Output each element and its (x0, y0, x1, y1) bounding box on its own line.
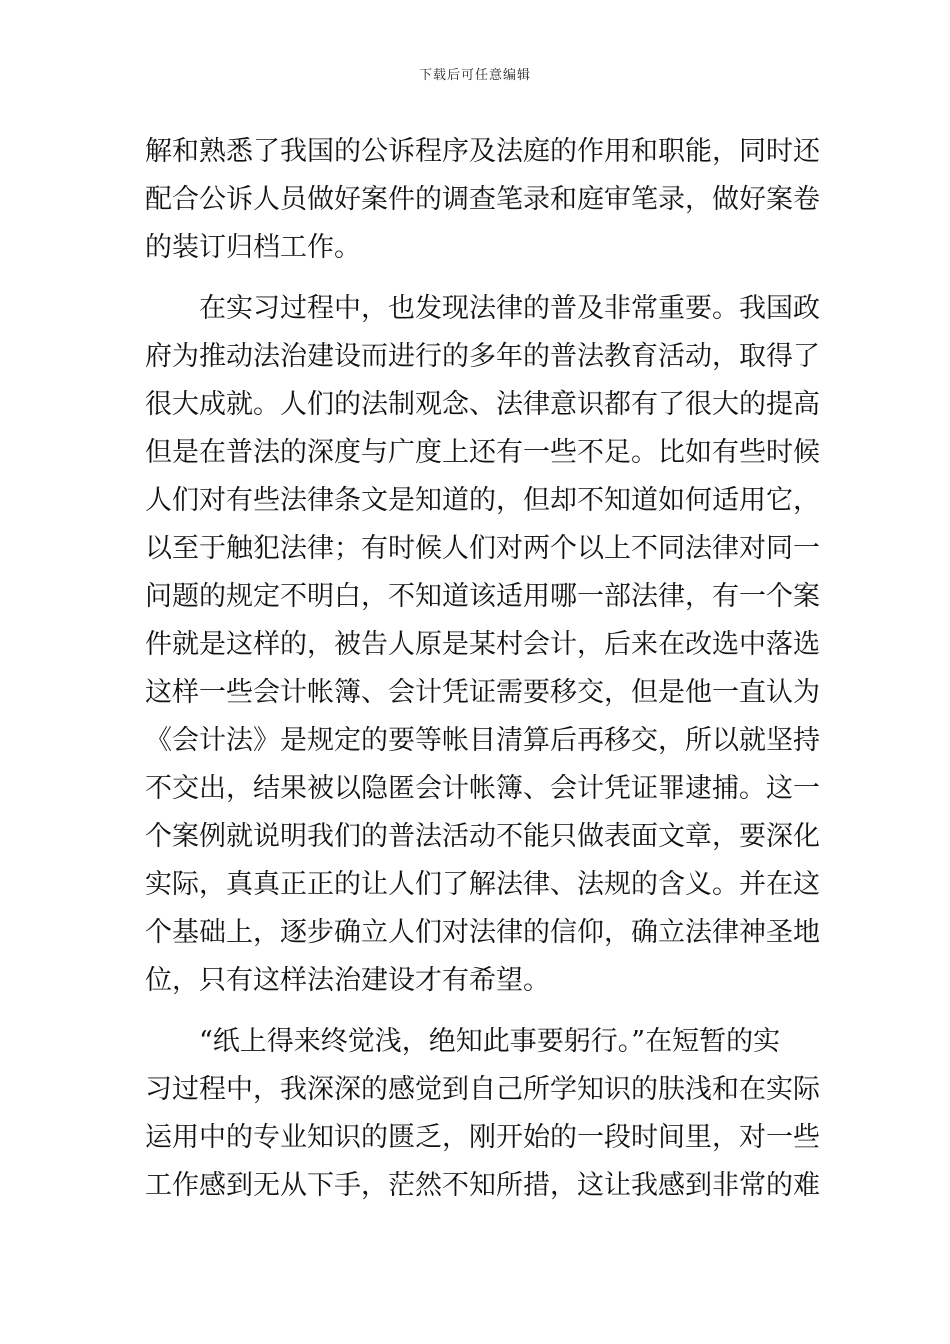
text-line: 这样一些会计帐簿、会计凭证需要移交，但是他一直认为 (145, 677, 820, 708)
paragraph-3 (145, 1018, 820, 1210)
text-line: 件就是这样的，被告人原是某村会计，后来在改选中落选 (145, 629, 820, 660)
text-line: 习过程中，我深深的感觉到自己所学知识的肤浅和在实际 (145, 1074, 820, 1105)
text-line: 配合公诉人员做好案件的调查笔录和庭审笔录，做好案卷 (145, 184, 820, 215)
text-line: “纸上得来终觉浅，绝知此事要躬行。”在短暂的实 (199, 1026, 781, 1057)
text-line: 很大成就。人们的法制观念、法律意识都有了很大的提高 (145, 389, 820, 420)
text-line: 位，只有这样法治建设才有希望。 (145, 965, 550, 996)
text-line: 不交出，结果被以隐匿会计帐簿、会计凭证罪逮捕。这一 (145, 773, 820, 804)
text-line: 以至于触犯法律；有时候人们对两个以上不同法律对同一 (145, 533, 820, 564)
text-line: 工作感到无从下手，茫然不知所措，这让我感到非常的难 (145, 1170, 820, 1201)
text-line: 解和熟悉了我国的公诉程序及法庭的作用和职能，同时还 (145, 136, 820, 167)
paragraph-2 (145, 285, 820, 1005)
page-header: 下载后可任意编辑 (418, 68, 531, 83)
text-line: 《会计法》是规定的要等帐目清算后再移交，所以就坚持 (145, 725, 820, 756)
text-line: 府为推动法治建设而进行的多年的普法教育活动，取得了 (145, 341, 820, 372)
text-line: 个基础上，逐步确立人们对法律的信仰，确立法律神圣地 (145, 917, 820, 948)
document-body (145, 128, 820, 1210)
paragraph-1 (145, 128, 820, 272)
text-line: 问题的规定不明白，不知道该适用哪一部法律，有一个案 (145, 581, 820, 612)
text-line: 人们对有些法律条文是知道的，但却不知道如何适用它， (145, 485, 820, 516)
text-line: 但是在普法的深度与广度上还有一些不足。比如有些时候 (145, 437, 820, 468)
text-line: 在实习过程中，也发现法律的普及非常重要。我国政 (199, 293, 820, 324)
text-line: 个案例就说明我们的普法活动不能只做表面文章，要深化 (145, 821, 820, 852)
text-line: 运用中的专业知识的匮乏，刚开始的一段时间里，对一些 (145, 1122, 820, 1153)
text-line: 的装订归档工作。 (145, 232, 361, 263)
text-line: 实际，真真正正的让人们了解法律、法规的含义。并在这 (145, 869, 820, 900)
